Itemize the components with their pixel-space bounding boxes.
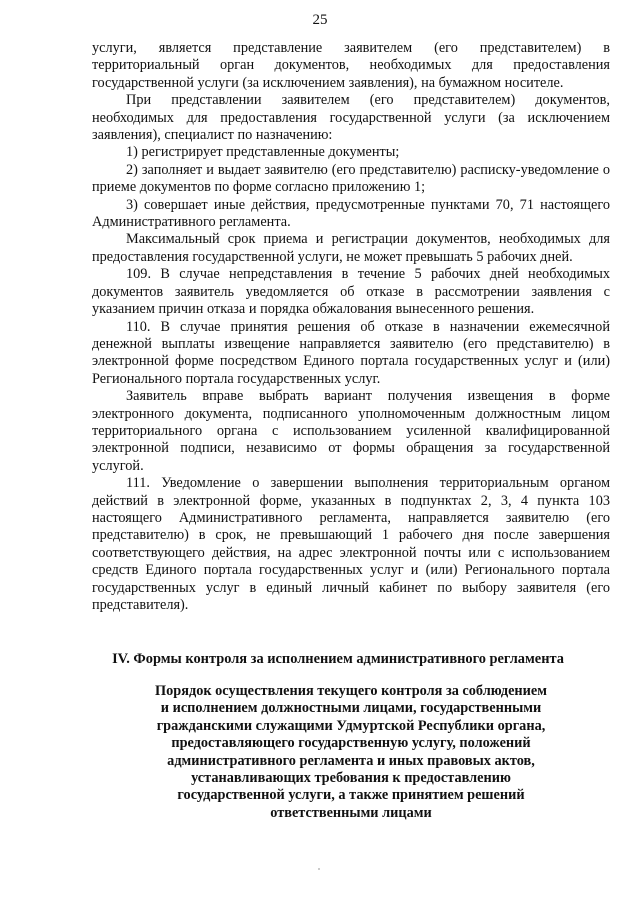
list-item: 3) совершает иные действия, предусмотренные пунктами 70, 71 настоящего Административного регламента. xyxy=(92,196,610,231)
paragraph-111: 111. Уведомление о завершении выполнения территориальным органом действий в электронной форме, указанных в подпунктах 2, 3, 4 пункта 103 настоящего Административного регламента, направляется заявителю (его представителю) в срок, не превышающий 1 рабочего дня после завершения соответствующего действия, на адрес электронной почты или с использованием средств Единого портала государственных услуг и (или) Регионального портала государственных услуг в единый личный кабинет по выбору заявителя (его представителя). xyxy=(92,475,610,613)
paragraph: услуги, является представление заявителем (его представителем) в территориальный орган документов, необходимых для предоставления государственной услуги (за исключением заявления), на бумажном носителе. xyxy=(92,40,610,91)
subheading-line: административного регламента и иных правовых актов, xyxy=(167,752,535,769)
list-item: 2) заполняет и выдает заявителю (его представителю) расписку-уведомление о приеме документов по форме согласно приложению 1; xyxy=(92,161,610,196)
subheading-line: устанавливающих требования к предоставлению xyxy=(191,770,511,787)
subheading-line: и исполнением должностными лицами, государственными xyxy=(160,700,542,717)
page-number: 25 xyxy=(312,12,328,28)
section-heading: IV. Формы контроля за исполнением административного регламента xyxy=(112,651,564,667)
paragraph: Заявитель вправе выбрать вариант получения извещения в форме электронного документа, подписанного уполномоченным должностным лицом территориального органа с использованием усиленной квалифицированной электронной подписи, независимо от формы обращения за государственной услугой. xyxy=(92,388,610,474)
subheading-line: государственной услуги, а также принятием решений xyxy=(177,787,525,804)
document-body xyxy=(92,40,610,614)
scan-speck xyxy=(318,868,320,870)
paragraph: Максимальный срок приема и регистрации документов, необходимых для предоставления государственной услуги, не может превышать 5 рабочих дней. xyxy=(92,231,610,265)
subsection-heading xyxy=(92,683,610,822)
paragraph-109: 109. В случае непредставления в течение 5 рабочих дней необходимых документов заявитель уведомляется об отказе в рассмотрении заявления с указанием причин отказа и порядка обжалования вынесенного решения. xyxy=(92,266,610,318)
subheading-line: гражданскими служащими Удмуртской Республики органа, xyxy=(156,717,546,734)
paragraph-110: 110. В случае принятия решения об отказе в назначении ежемесячной денежной выплаты извещение направляется заявителю (его представителю) в электронной форме посредством Единого портала государственных услуг и (или) Регионального портала государственных услуг. xyxy=(92,318,610,387)
subheading-line: ответственными лицами xyxy=(270,804,432,821)
subheading-line: Порядок осуществления текущего контроля за соблюдением xyxy=(155,683,547,699)
paragraph: При представлении заявителем (его представителем) документов, необходимых для предоставления государственной услуги (за исключением заявления), специалист по назначению: xyxy=(92,92,610,144)
subheading-line: предоставляющего государственную услугу, положений xyxy=(171,735,531,752)
list-item: 1) регистрирует представленные документы; xyxy=(126,144,400,161)
